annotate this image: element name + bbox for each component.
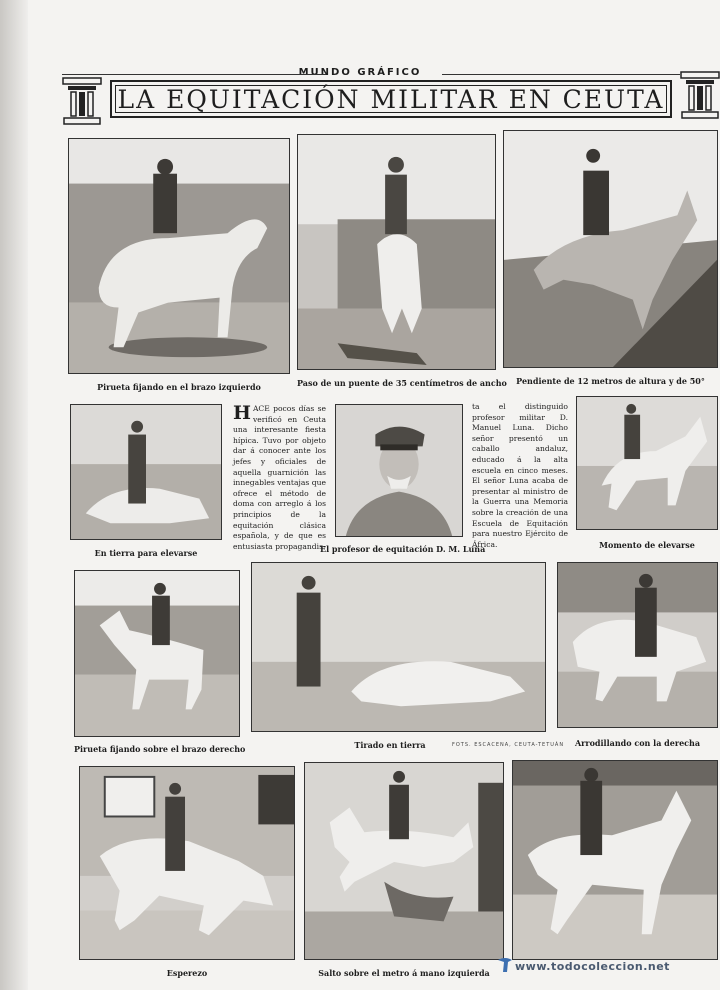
article-text-col1: ACE pocos días se verificó en Ceuta una interesante fiesta hípica. Tuvo por objeto dar á conocer ante los jefes y oficiales de aquella guarnición las innegables ventajas que ofrece el método de doma con arreglo á los principios de la equitación clásica española, y de que es entusiasta propagandis- <box>233 404 326 551</box>
photo-en-tierra <box>70 404 222 540</box>
photo-pirueta-izquierdo <box>68 138 290 374</box>
caption-6: Momento de elevarse <box>599 540 695 550</box>
photo-esperezo <box>79 766 295 960</box>
article-text-col2: ta el distinguido profesor militar D. Manuel Luna. Dicho señor presentó un caballo andaluz, educado á la alta escuela en cinco meses. El señor Luna acaba de presentar al ministro de la Guerra una Memoria sobre la creación de una Escuela de Equitación para nuestro Ejército de África. <box>472 402 568 549</box>
photo-caballo-ejercicio <box>512 760 718 960</box>
article-dropcap: H <box>233 402 251 424</box>
caption-11: Salto sobre el metro á mano izquierda <box>318 968 490 978</box>
article-column-1 <box>233 404 326 554</box>
title-frame <box>110 80 672 118</box>
watermark-text: www.todocoleccion.net <box>515 960 670 973</box>
caption-10: Esperezo <box>166 968 208 978</box>
photo-paso-puente <box>297 134 496 370</box>
caption-7: Pirueta fijando sobre el brazo derecho <box>74 744 246 754</box>
caption-1: Pirueta fijando en el brazo izquierdo <box>97 382 261 392</box>
page-gutter-shadow <box>0 0 28 990</box>
article-column-2 <box>472 402 568 552</box>
photo-arrodillando <box>557 562 718 728</box>
photo-credit: FOTS. ESCACENA, CEUTA-TETUÁN <box>452 742 565 748</box>
right-column-ornament-icon <box>680 70 720 120</box>
photo-tirado-en-tierra <box>251 562 546 732</box>
left-column-ornament-icon <box>62 76 102 126</box>
photo-momento-elevarse <box>576 396 718 530</box>
photo-pendiente <box>503 130 718 368</box>
caption-5: El profesor de equitación D. M. Luna <box>320 544 486 554</box>
caption-2: Paso de un puente de 35 centímetros de ancho <box>297 378 507 388</box>
page-title: LA EQUITACIÓN MILITAR EN CEUTA <box>117 84 665 114</box>
caption-8: Tirado en tierra <box>354 740 426 750</box>
photo-profesor-luna <box>335 404 463 537</box>
photo-salto-metro <box>304 762 504 960</box>
photo-pirueta-derecho <box>74 570 240 737</box>
watermark-logo-icon <box>496 956 514 974</box>
caption-3: Pendiente de 12 metros de altura y de 50° <box>516 376 705 386</box>
caption-9: Arrodillando con la derecha <box>574 738 701 748</box>
header-rule-left <box>62 74 326 75</box>
caption-4: En tierra para elevarse <box>94 548 198 558</box>
header-rule-right <box>442 74 680 75</box>
running-header: MUNDO GRÁFICO <box>298 67 422 78</box>
